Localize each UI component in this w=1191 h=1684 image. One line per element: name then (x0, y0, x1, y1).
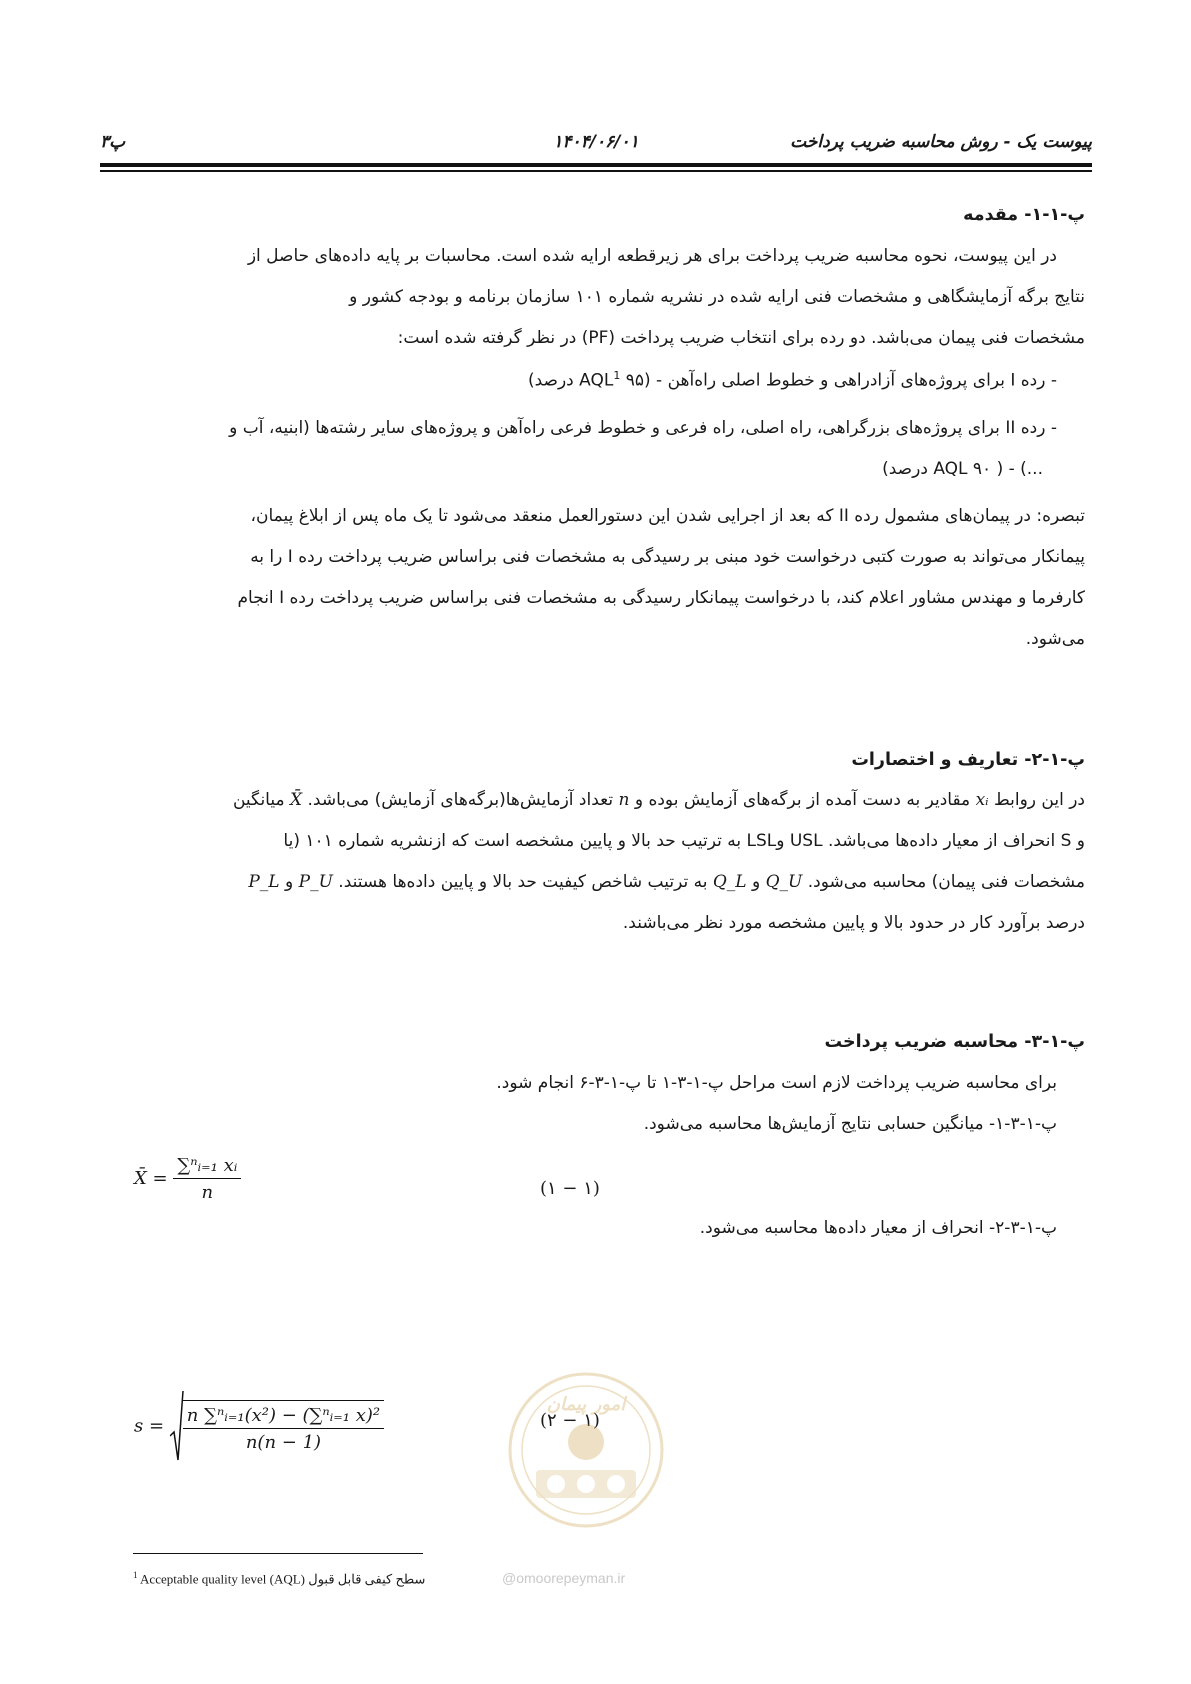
equation-number-2: (۲ − ۱) (540, 1410, 600, 1431)
eq1-numerator: ∑ⁿᵢ₌₁ xᵢ (177, 1155, 238, 1176)
var-ql: Q_L (712, 872, 747, 892)
intro-line-1: در این پیوست، نحوه محاسبه ضریب پرداخت برای هر زیرقطعه ارایه شده است. محاسبات بر پایه داده‌های حاصل از (247, 246, 1057, 266)
var-xbar: X̄ (290, 790, 303, 810)
def-text-b: مقادیر به دست آمده از برگه‌های آزمایش بوده و (629, 790, 976, 810)
step-1-mean: پ-۱-۳-۱- میانگین حسابی نتایج آزمایش‌ها محاسبه می‌شود. (643, 1114, 1057, 1134)
def3-text-b: به ترتیب شاخص کیفیت حد بالا و پایین داده‌ها هستند. (332, 872, 713, 892)
calc-intro: برای محاسبه ضریب پرداخت لازم است مراحل پ-۱-۳-۱ تا پ-۱-۳-۶ انجام شود. (496, 1073, 1057, 1093)
section-heading-intro: پ-۱-۱- مقدمه (963, 205, 1085, 225)
note-line-2: پیمانکار می‌تواند به صورت کتبی درخواست خود مبنی بر رسیدگی به مشخصات فنی براساس ضریب پرداخت رده I را به (250, 547, 1085, 567)
def3-text-a: مشخصات فنی پیمان) محاسبه می‌شود. (802, 872, 1085, 892)
eq2-lhs: s = (134, 1415, 165, 1437)
footnote-marker: 1 (613, 369, 621, 382)
eq1-lhs: X̄ = (134, 1168, 168, 1189)
var-pl: P_L (248, 872, 280, 892)
definitions-line-3 (248, 872, 1085, 892)
eq1-denominator: n (201, 1182, 214, 1203)
def-text-c: تعداد آزمایش‌ها(برگه‌های آزمایش) می‌باشد. (302, 790, 619, 810)
watermark-logo-icon (506, 1370, 666, 1530)
def3-and-1: و (746, 872, 766, 892)
section-heading-payment-factor: پ-۱-۳- محاسبه ضریب پرداخت (824, 1032, 1085, 1052)
footnote-text: Acceptable quality level (AQL) سطح کیفی قابل قبول (137, 1571, 426, 1587)
svg-text:امور پیمان: امور پیمان (546, 1394, 626, 1415)
note-line-1: تبصره: در پیمان‌های مشمول رده II که بعد از اجرایی شدن این دستورالعمل منعقد می‌شود تا یک ماه پس از ابلاغ پیمان، (250, 506, 1085, 526)
bullet-class-1-end: ۹۵ درصد) (527, 370, 645, 391)
eq2-fraction (183, 1400, 384, 1453)
intro-line-3: مشخصات فنی پیمان می‌باشد. دو رده برای انتخاب ضریب پرداخت (PF) در نظر گرفته شده است: (397, 328, 1085, 348)
header-title: پیوست یک - روش محاسبه ضریب پرداخت (790, 132, 1092, 152)
section-heading-definitions: پ-۱-۲- تعاریف و اختصارات (851, 750, 1085, 770)
var-xi: xᵢ (975, 790, 989, 810)
header-date: ۱۴۰۴/۰۶/۰۱ (553, 132, 639, 152)
page-header (100, 132, 1092, 162)
definitions-line-2: و S انحراف از معیار داده‌ها می‌باشد. USL وLSL به ترتیب حد بالا و پایین مشخصه است که ازنشریه شماره ۱۰۱ (یا (283, 831, 1085, 851)
def-text-d: میانگین (232, 790, 290, 810)
step-2-stddev: پ-۱-۳-۲- انحراف از معیار داده‌ها محاسبه می‌شود. (699, 1218, 1057, 1238)
equation-mean (134, 1155, 241, 1203)
equation-stddev (134, 1390, 384, 1462)
note-line-4: می‌شود. (1025, 629, 1085, 649)
note-line-3: کارفرما و مهندس مشاور اعلام کند، با درخواست پیمانکار رسیدگی به مشخصات فنی براساس ضریب پرداخت رده I انجام (237, 588, 1085, 608)
def3-and-2: و (279, 872, 299, 892)
footnote-number: 1 (133, 1570, 138, 1580)
intro-line-2: نتایج برگه آزمایشگاهی و مشخصات فنی ارایه شده در نشریه شماره ۱۰۱ سازمان برنامه و بودجه کشور و (349, 287, 1085, 307)
bullet-class-1-text: - رده I برای پروژه‌های آزادراهی و خطوط اصلی راه‌آهن - (AQL (579, 370, 1057, 391)
header-rule-thin (100, 170, 1092, 172)
equation-number-1: (۱ − ۱) (540, 1178, 600, 1199)
def-text-a: در این روابط (988, 790, 1085, 810)
definitions-line-4: درصد برآورد کار در حدود بالا و پایین مشخصه مورد نظر می‌باشند. (622, 913, 1085, 933)
eq1-fraction (173, 1155, 241, 1203)
sqrt-symbol (170, 1390, 184, 1462)
eq2-denominator: n(n − 1) (245, 1431, 322, 1453)
var-pu: P_U (298, 872, 333, 892)
header-rule-thick (100, 163, 1092, 167)
bullet-class-2-line-1: - رده II برای پروژه‌های بزرگراهی، راه اصلی، راه فرعی و خطوط فرعی راه‌آهن و پروژه‌های سایر رشته‌ها (ابنیه، آب و (229, 418, 1057, 438)
header-page-number: پ۳ (100, 132, 126, 152)
bullet-class-2-line-2: ...) - ( AQL ۹۰ درصد) (882, 459, 1043, 479)
eq2-numerator: n ∑ⁿᵢ₌₁(x²) − (∑ⁿᵢ₌₁ x)² (183, 1405, 384, 1429)
definitions-line-1 (233, 790, 1085, 810)
footnote (133, 1570, 425, 1587)
var-qu: Q_U (765, 872, 803, 892)
watermark-site: @omoorepeyman.ir (502, 1570, 626, 1586)
footnote-rule (133, 1553, 423, 1554)
bullet-class-1 (528, 369, 1057, 391)
var-n: n (618, 790, 630, 810)
